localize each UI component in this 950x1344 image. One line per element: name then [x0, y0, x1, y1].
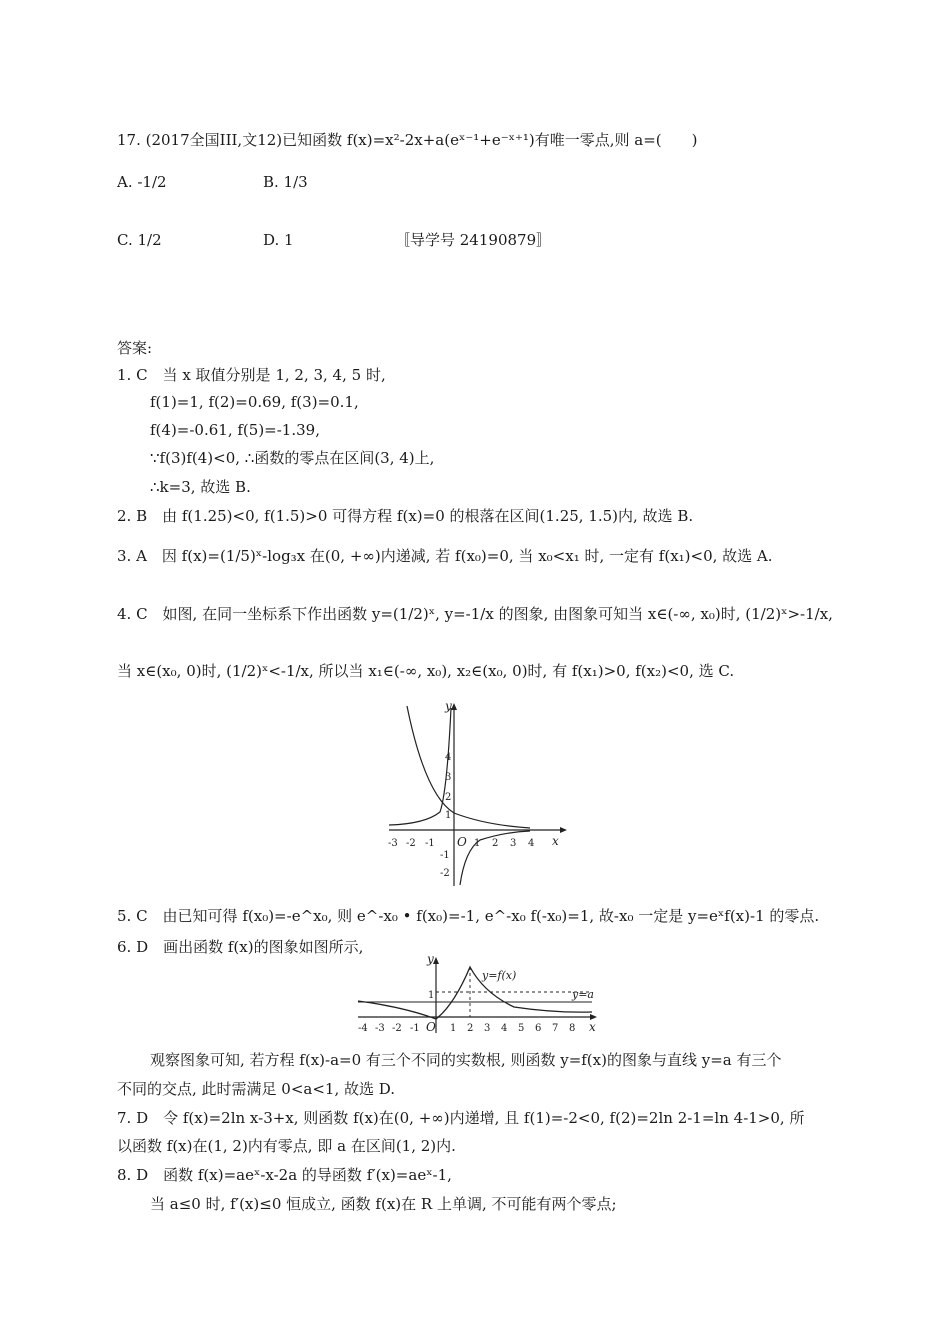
graph1-xtick: -1: [425, 838, 435, 849]
option-c: C. 1/2: [117, 231, 162, 249]
graph1-xtick: 4: [528, 838, 535, 849]
curve-negative-reciprocal-left: [389, 708, 451, 825]
graph1-ytick: -1: [440, 850, 450, 861]
graph2-xtick: 3: [484, 1023, 491, 1034]
graph2-curve-label: y=f(x): [482, 969, 517, 982]
graph2-xtick: 5: [518, 1023, 525, 1034]
question-17-stem: 17. (2017全国III,文12)已知函数 f(x)=x²-2x+a(eˣ⁻¹+e⁻ˣ⁺¹)有唯一零点,则 a=( ): [117, 131, 698, 149]
answer-8-line-2: 当 a≤0 时, f′(x)≤0 恒成立, 函数 f(x)在 R 上单调, 不可能有两个零点;: [150, 1195, 617, 1213]
graph2-xtick: 4: [501, 1023, 508, 1034]
graph2-xtick: 1: [450, 1023, 457, 1034]
answer-8-line-1: 8. D 函数 f(x)=aeˣ-x-2a 的导函数 f′(x)=aeˣ-1,: [117, 1166, 452, 1184]
answer-2: 2. B 由 f(1.25)<0, f(1.5)>0 可得方程 f(x)=0 的根落在区间(1.25, 1.5)内, 故选 B.: [117, 507, 694, 525]
curve-f: [358, 967, 592, 1019]
option-b: B. 1/3: [263, 173, 308, 191]
answer-1-line-2: f(1)=1, f(2)=0.69, f(3)=0.1,: [150, 393, 359, 411]
graph1-origin: O: [457, 835, 467, 849]
answer-5: 5. C 由已知可得 f(x₀)=-e^x₀, 则 e^-x₀ • f(x₀)=-1, e^-x₀ f(-x₀)=1, 故-x₀ 一定是 y=eˣf(x)-1 的零点.: [117, 907, 820, 925]
graph2-xtick: 6: [535, 1023, 542, 1034]
answer-1-line-4: ∵f(3)f(4)<0, ∴函数的零点在区间(3, 4)上,: [150, 449, 435, 467]
graph1-ylabel: y: [445, 700, 452, 713]
graph1-ytick: 3: [445, 772, 452, 783]
graph2-xlabel: x: [589, 1020, 596, 1034]
option-a: A. -1/2: [117, 173, 167, 191]
graph1-xtick: -3: [388, 838, 398, 849]
graph2-xtick: -1: [410, 1023, 420, 1034]
graph1-xtick: -2: [406, 838, 416, 849]
option-d: D. 1: [263, 231, 294, 249]
graph2-xtick: 2: [467, 1023, 474, 1034]
answer-6-line-1: 6. D 画出函数 f(x)的图象如图所示,: [117, 938, 364, 956]
answer-7-line-1: 7. D 令 f(x)=2ln x-3+x, 则函数 f(x)在(0, +∞)内递增, 且 f(1)=-2<0, f(2)=2ln 2-1=ln 4-1>0, 所: [117, 1109, 805, 1127]
answer-4-line-2: 当 x∈(x₀, 0)时, (1/2)ˣ<-1/x, 所以当 x₁∈(-∞, x₀), x₂∈(x₀, 0)时, 有 f(x₁)>0, f(x₂)<0, 选 C.: [117, 662, 735, 680]
answer-6-line-3: 不同的交点, 此时需满足 0<a<1, 故选 D.: [117, 1080, 396, 1098]
graph1-ytick: 4: [445, 752, 452, 763]
graph1-xtick: 1: [474, 838, 481, 849]
graph2-origin: O: [426, 1020, 436, 1034]
answer-7-line-2: 以函数 f(x)在(1, 2)内有零点, 即 a 在区间(1, 2)内.: [117, 1137, 456, 1155]
answer-1-line-3: f(4)=-0.61, f(5)=-1.39,: [150, 421, 320, 439]
graph2-ylabel: y: [427, 955, 434, 966]
graph2-xtick: -2: [392, 1023, 402, 1034]
answers-heading: 答案:: [117, 339, 153, 357]
graph-piecewise-f: [354, 955, 600, 1035]
graph2-xtick: 8: [569, 1023, 576, 1034]
curve-half-power-x: [407, 706, 530, 828]
graph2-xtick: -4: [358, 1023, 368, 1034]
graph1-xtick: 3: [510, 838, 517, 849]
guide-number: 〚导学号 24190879〛: [395, 231, 552, 249]
x-axis-arrow: [560, 827, 567, 833]
graph-exponential-vs-reciprocal: [385, 700, 570, 890]
graph2-line-label: y=a: [572, 988, 594, 1001]
graph1-xtick: 2: [492, 838, 499, 849]
graph2-xtick: 7: [552, 1023, 559, 1034]
answer-3: 3. A 因 f(x)=(1/5)ˣ-log₃x 在(0, +∞)内递减, 若 f(x₀)=0, 当 x₀<x₁ 时, 一定有 f(x₁)<0, 故选 A.: [117, 547, 773, 565]
graph2-xtick: -3: [375, 1023, 385, 1034]
answer-1-line-5: ∴k=3, 故选 B.: [150, 478, 251, 496]
graph1-ytick: 1: [445, 810, 452, 821]
graph1-ytick: 2: [445, 792, 452, 803]
graph2-ytick: 1: [428, 990, 435, 1001]
graph1-xlabel: x: [552, 834, 559, 848]
answer-6-line-2: 观察图象可知, 若方程 f(x)-a=0 有三个不同的实数根, 则函数 y=f(x)的图象与直线 y=a 有三个: [150, 1051, 782, 1069]
graph1-ytick: -2: [440, 868, 450, 879]
answer-1-line-1: 1. C 当 x 取值分别是 1, 2, 3, 4, 5 时,: [117, 366, 386, 384]
answer-4-line-1: 4. C 如图, 在同一坐标系下作出函数 y=(1/2)ˣ, y=-1/x 的图象, 由图象可知当 x∈(-∞, x₀)时, (1/2)ˣ>-1/x,: [117, 605, 833, 623]
y-axis-arrow: [451, 703, 457, 710]
y-axis-arrow: [433, 957, 439, 964]
